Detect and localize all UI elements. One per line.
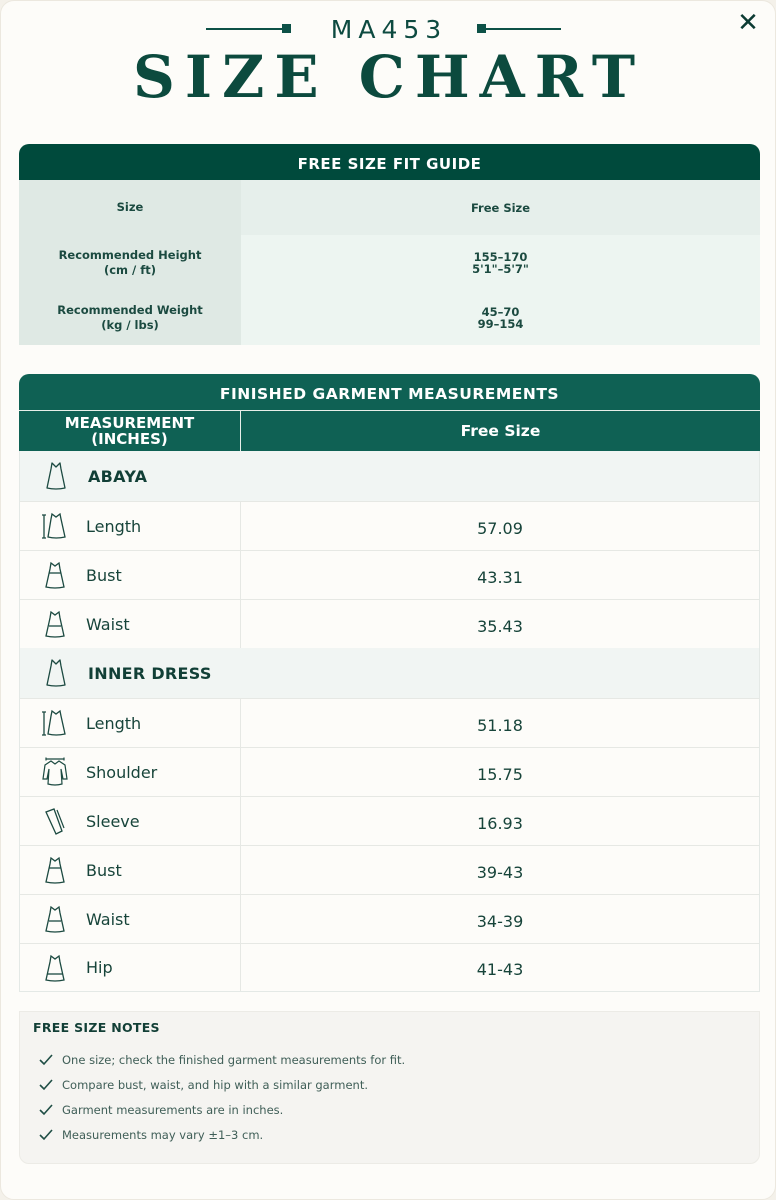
measurement-value: 57.09 xyxy=(477,518,523,538)
check-icon xyxy=(38,1078,54,1092)
table-row xyxy=(19,550,760,599)
measurement-label: Length xyxy=(86,713,142,733)
note-text: Measurements may vary ±1–3 cm. xyxy=(62,1128,264,1142)
hip-icon xyxy=(40,953,70,983)
fit-label: Size xyxy=(19,180,241,235)
measurement-label: Shoulder xyxy=(86,762,158,782)
fit-label: Recommended Weight (kg / lbs) xyxy=(19,290,241,345)
measurement-value: 35.43 xyxy=(477,616,523,636)
measurement-value: 16.93 xyxy=(477,813,523,833)
sleeve-icon xyxy=(40,806,70,836)
garment-table-title: FINISHED GARMENT MEASUREMENTS xyxy=(19,374,760,410)
table-row xyxy=(19,698,760,747)
dress-icon xyxy=(44,461,68,491)
section-label: ABAYA xyxy=(88,466,148,486)
list-item xyxy=(38,1050,405,1070)
measurement-value: 15.75 xyxy=(477,764,523,784)
table-row xyxy=(19,894,760,943)
garment-column-header xyxy=(19,410,760,451)
table-row xyxy=(19,845,760,894)
close-icon[interactable]: ✕ xyxy=(737,8,759,38)
waist-icon xyxy=(40,609,70,639)
table-row xyxy=(19,501,760,550)
fit-label: Recommended Height (cm / ft) xyxy=(19,235,241,290)
table-row xyxy=(19,599,760,648)
measurement-label: Length xyxy=(86,516,142,536)
check-icon xyxy=(38,1128,54,1142)
measurement-value: 41-43 xyxy=(476,960,524,979)
fit-value: 155–170 5'1"–5'7" xyxy=(241,235,760,290)
note-text: Garment measurements are in inches. xyxy=(62,1103,284,1117)
bust-icon xyxy=(40,855,70,885)
check-icon xyxy=(38,1053,54,1067)
measurement-value: 39-43 xyxy=(476,862,524,882)
notes-title: FREE SIZE NOTES xyxy=(33,1020,160,1035)
fit-value: 45–70 99–154 xyxy=(241,290,760,345)
length-icon xyxy=(40,511,70,541)
measurement-label: Hip xyxy=(86,958,113,977)
fit-row-size xyxy=(19,180,760,235)
bust-icon xyxy=(40,560,70,590)
list-item xyxy=(38,1125,263,1145)
table-row xyxy=(19,796,760,845)
check-icon xyxy=(38,1103,54,1117)
list-item xyxy=(38,1075,368,1095)
measurement-label: Bust xyxy=(86,565,122,585)
free-size-notes xyxy=(19,1011,760,1164)
fit-row-weight xyxy=(19,290,760,345)
list-item xyxy=(38,1100,283,1120)
garment-measurements-table xyxy=(19,374,760,992)
table-row xyxy=(19,943,760,992)
column-header-measurement: MEASUREMENT (INCHES) xyxy=(19,411,241,451)
product-code: MA453 xyxy=(330,15,448,44)
section-label: INNER DRESS xyxy=(88,663,212,683)
page-title: SIZE CHART xyxy=(132,43,646,111)
shoulder-icon xyxy=(40,757,70,787)
measurement-label: Waist xyxy=(86,909,130,929)
section-header-inner-dress xyxy=(19,648,760,698)
fit-row-height xyxy=(19,235,760,290)
fit-guide-table xyxy=(19,144,760,345)
measurement-value: 51.18 xyxy=(477,715,523,735)
dress-icon xyxy=(44,658,68,688)
decor-line-right xyxy=(481,28,561,30)
waist-icon xyxy=(40,904,70,934)
measurement-value: 34-39 xyxy=(476,911,524,931)
measurement-label: Bust xyxy=(86,860,122,880)
measurement-value: 43.31 xyxy=(477,567,523,587)
note-text: One size; check the finished garment measurements for fit. xyxy=(62,1053,406,1067)
note-text: Compare bust, waist, and hip with a similar garment. xyxy=(62,1078,368,1092)
measurement-label: Sleeve xyxy=(86,811,140,831)
table-row xyxy=(19,747,760,796)
column-header-size: Free Size xyxy=(460,422,541,440)
fit-value: Free Size xyxy=(241,180,760,235)
length-icon xyxy=(40,708,70,738)
measurement-label: Waist xyxy=(86,614,130,634)
fit-guide-title: FREE SIZE FIT GUIDE xyxy=(19,144,760,180)
section-header-abaya xyxy=(19,451,760,501)
